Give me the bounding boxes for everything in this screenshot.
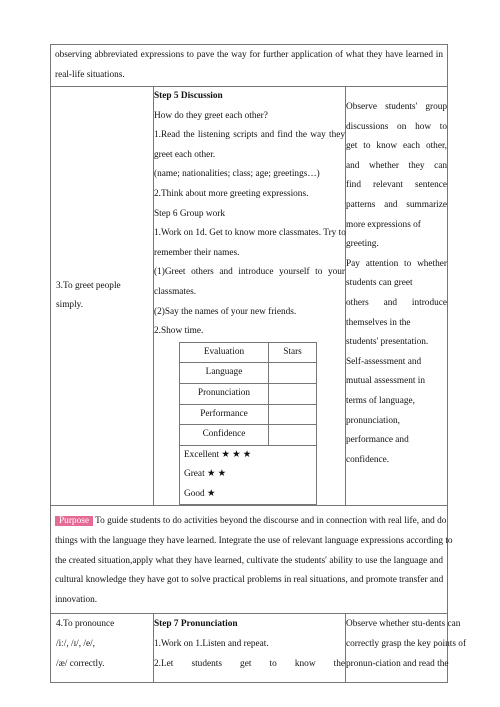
activity-line: How do they greet each other? [154,110,268,121]
purpose-line: the created situation,apply what they have learned, cultivate the students' ability to use the language and [55,555,444,566]
assessment-line: greeting. [346,239,379,250]
activity-line: 1.Work on 1d. Get to know more classmates. Try to [154,228,346,239]
objective-row-4 [51,614,448,683]
purpose-row [51,506,448,614]
purpose-line: cultural knowledge they have got to solve practical problems in real situations, and promote transfer and [55,575,444,586]
objective-cell-4 [51,614,154,683]
assessment-line: students' presentation. [346,337,429,348]
rating-blank [269,445,317,505]
assessment-line: more expressions of [346,219,421,230]
assessment-line: and whether they can [346,160,448,171]
activity-line: 2.Show time. [154,326,204,337]
assessment-line: Self-assessment and [346,356,422,367]
evaluation-row [180,425,317,446]
assessment-line: patterns and summarize [346,199,448,210]
evaluation-header: Evaluation [180,342,269,363]
evaluation-item: Pronunciation [180,383,269,404]
activity-line: remember their names. [154,247,240,258]
assessment-cell-3 [346,87,448,506]
evaluation-row [180,383,317,404]
assessment-line: mutual assessment in [346,376,426,387]
continuation-line-1: observing abbreviated expressions to pave the way for further application of what they have learned in [55,50,444,60]
objective-4-line-1: 4.To pronounce [56,619,115,630]
stars-header: Stars [269,342,317,363]
purpose-tag: Purpose [55,516,93,526]
rating-excellent: Excellent ★ ★ ★ [180,445,269,465]
assessment-line: Observe whether stu-dents can [346,619,461,630]
continuation-line-2: real-life situations. [55,69,125,80]
rating-row [180,445,317,465]
activity-line: 1.Read the listening scripts and find the way they [154,130,345,141]
objective-4-line-2: /iː/, /ɪ/, /e/, [56,639,95,650]
assessment-line: discussions on how to [346,121,448,132]
activities-cell-3 [154,87,346,506]
assessment-line: students can greet [346,278,413,289]
evaluation-row [180,404,317,425]
assessment-line: terms of language, [346,395,415,406]
activity-line: 1.Work on 1.Listen and repeat. [154,639,269,650]
activities-cell-4 [154,614,346,683]
step7-heading: Step 7 Pronunciation [154,619,238,630]
assessment-cell-4 [346,614,467,683]
assessment-line: performance and [346,435,409,446]
evaluation-item: Confidence [180,425,269,446]
purpose-line: innovation. [55,594,98,605]
objective-3-line-2: simply. [56,300,84,311]
objective-row-3 [51,87,448,506]
stars-cell [269,383,317,404]
stars-cell [269,363,317,384]
step5-heading: Step 5 Discussion [154,91,223,101]
assessment-line: Observe students' group [346,102,448,112]
activity-line: (name; nationalities; class; age; greetings…) [154,169,320,180]
activity-line: (2)Say the names of your new friends. [154,306,297,317]
evaluation-header-row [180,342,317,363]
stars-cell [269,404,317,425]
objective-4-line-3: /æ/ correctly. [56,658,105,669]
activity-line: classmates. [154,286,197,297]
activity-line: greet each other. [154,149,216,160]
rating-good: Good ★ [180,485,269,505]
purpose-line: things with the language they have learned. Integrate the use of relevant language expressions according to [55,536,453,547]
assessment-line: pronun-ciation and read the [346,658,449,669]
activity-line: 2.Let students get to know the [154,658,345,669]
purpose-line-1 [55,512,447,532]
assessment-line: get to know each other, [346,141,448,152]
rating-great: Great ★ ★ [180,465,269,485]
activity-line: (1)Greet others and introduce yourself to your [154,267,345,278]
assessment-line: others and introduce [346,297,448,308]
evaluation-item: Language [180,363,269,384]
assessment-line: find relevant sentence [346,180,448,191]
assessment-line: pronunciation, [346,415,400,426]
evaluation-item: Performance [180,404,269,425]
step6-heading: Step 6 Group work [154,208,226,219]
purpose-text: To guide students to do activities beyond the discourse and in connection with real life, and do [95,516,447,527]
assessment-line: Pay attention to whether [346,258,448,269]
assessment-line: themselves in the [346,317,411,328]
assessment-line: correctly grasp the key points of [346,639,467,650]
assessment-line: confidence. [346,454,390,465]
lesson-plan-table [50,44,467,683]
objective-3-line-1: 3.To greet people [56,280,121,291]
evaluation-table [179,342,317,506]
continuation-row [51,45,448,87]
objective-cell-3 [51,87,154,506]
activity-line: 2.Think about more greeting expressions. [154,188,309,199]
evaluation-row [180,363,317,384]
lesson-plan-page [50,44,467,683]
stars-cell [269,425,317,446]
